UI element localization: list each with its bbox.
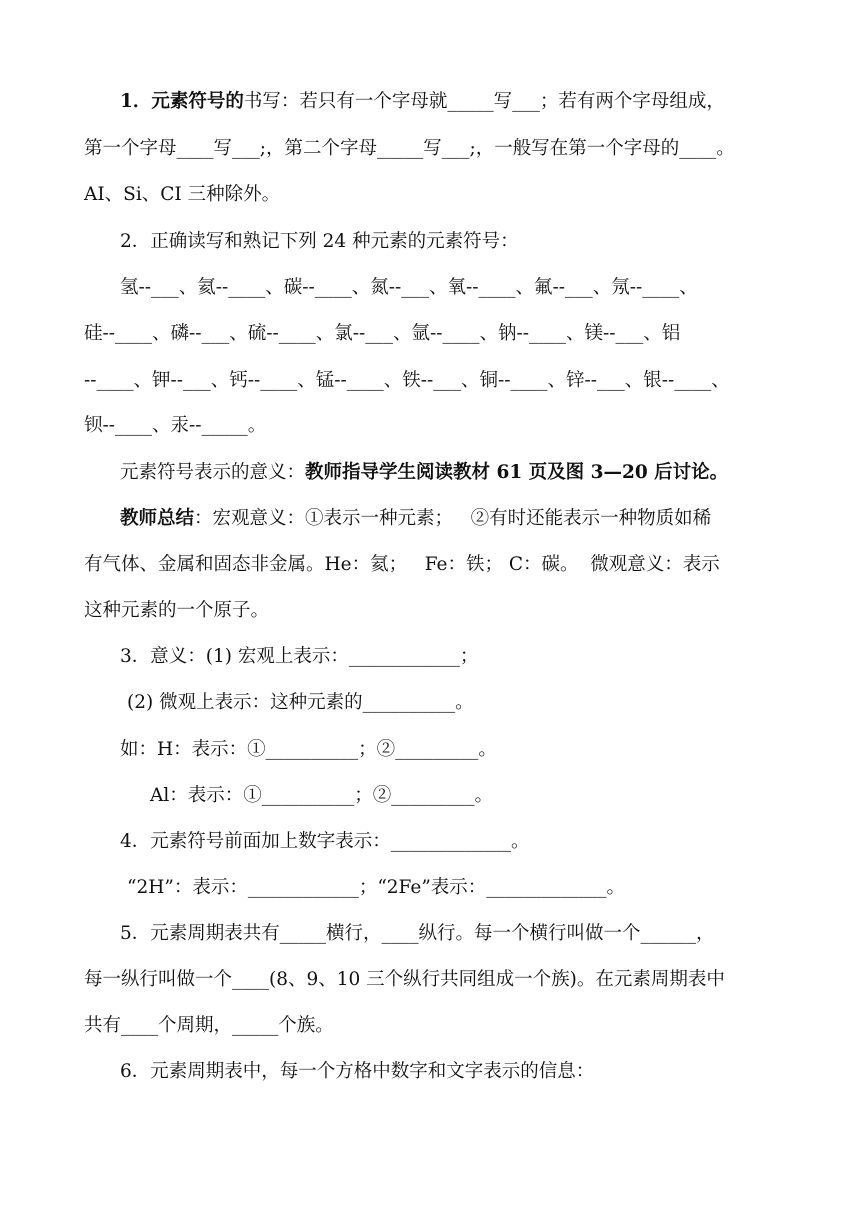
q2-row-2: 硅--____、磷--___、硫--____、氯--___、氩--____、钠--____、镁--___、铝: [84, 323, 681, 344]
meaning-instruction: 教师指导学生阅读教材 61 页及图 3—20 后讨论。: [305, 462, 729, 483]
q4-line-2: “2H”：表示：____________；“2Fe”表示：_____________。: [127, 877, 626, 898]
q5-line-1: 5．元素周期表共有_____横行，____纵行。每一个横行叫做一个______，: [120, 923, 715, 944]
summary-label: 教师总结: [120, 508, 195, 529]
summary-line-2: 有气体、金属和固态非金属。He：氦； Fe：铁； C：碳。 微观意义：表示: [84, 554, 720, 575]
q1-line-1: [120, 89, 725, 115]
meaning-label: 元素符号表示的意义：: [120, 462, 306, 483]
q3-line-4: Al：表示：①__________；②_________。: [150, 785, 494, 806]
q2-row-3: --____、钾--___、钙--____、锰--____、铁--___、铜--____、锌--___、银--____、: [84, 370, 730, 391]
q1-line-1-text: 书写：若只有一个字母就_____写___；若有两个字母组成，: [243, 91, 725, 112]
q1-line-3: AI、Si、CI 三种除外。: [84, 184, 281, 205]
summary-line-3: 这种元素的一个原子。: [84, 600, 270, 621]
q5-line-2: 每一纵行叫做一个____(8、9、10 三个纵行共同组成一个族)。在元素周期表中: [84, 969, 725, 990]
q3-line-2: (2) 微观上表示：这种元素的__________。: [127, 692, 474, 713]
q3-line-3: 如：H：表示：①__________；②_________。: [120, 739, 497, 760]
q2-row-4: 钡--____、汞--_____。: [84, 415, 267, 436]
q1-bold-lead: 1．元素符号的: [120, 91, 244, 112]
summary-line-1-text: ：宏观意义：①表示一种元素； ②有时还能表示一种物质如稀: [194, 508, 712, 529]
summary-line-1: [120, 506, 711, 532]
q4-line-1: 4．元素符号前面加上数字表示：_____________。: [120, 831, 530, 852]
q2-title: 2．正确读写和熟记下列 24 种元素的元素符号：: [120, 231, 519, 252]
q6-line-1: 6．元素周期表中，每一个方格中数字和文字表示的信息：: [120, 1061, 595, 1082]
q1-line-2: 第一个字母____写___;，第二个字母_____写___;，一般写在第一个字母的____。: [84, 138, 735, 159]
meaning-line: [120, 460, 728, 486]
q5-line-3: 共有____个周期，_____个族。: [84, 1015, 334, 1036]
q2-row-1: 氢--___、氦--____、碳--____、氮--___、氧--____、氟--___、氖--____、: [120, 277, 698, 298]
q3-line-1: 3．意义：(1) 宏观上表示：____________；: [120, 646, 479, 667]
